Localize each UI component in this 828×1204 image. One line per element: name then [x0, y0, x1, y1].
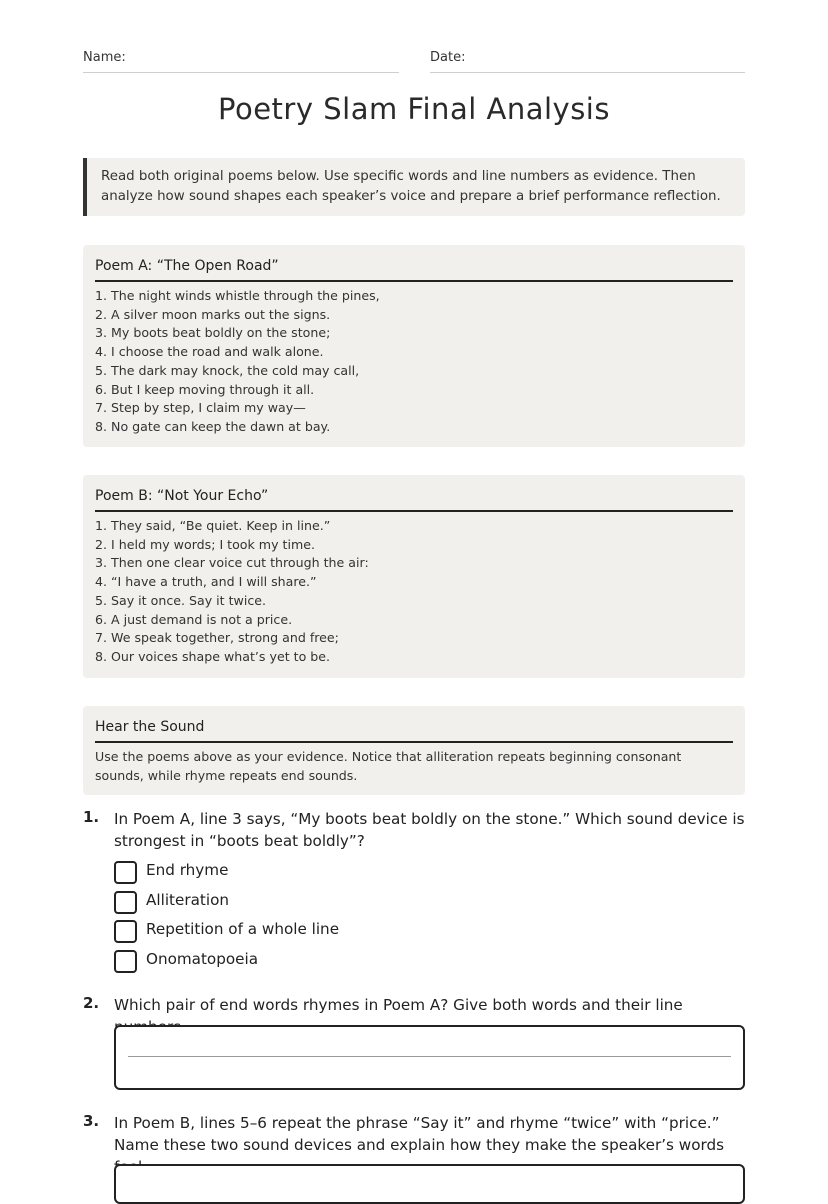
- option-label: Alliteration: [146, 890, 229, 909]
- answer-box[interactable]: [114, 1025, 745, 1090]
- page-title: Poetry Slam Final Analysis: [218, 92, 610, 126]
- option-alliteration[interactable]: [114, 890, 714, 920]
- name-field[interactable]: [83, 50, 399, 73]
- poem-b-panel: [83, 475, 745, 678]
- poem-line: 7. We speak together, strong and free;: [95, 630, 339, 646]
- date-field[interactable]: [430, 50, 745, 73]
- option-label: Onomatopoeia: [146, 949, 259, 968]
- option-repetition[interactable]: [114, 919, 714, 949]
- poem-line: 6. A just demand is not a price.: [95, 611, 293, 627]
- writing-line: [128, 1056, 731, 1057]
- answer-box[interactable]: [114, 1164, 745, 1204]
- poem-b-title: Poem B: “Not Your Echo”: [95, 485, 733, 512]
- question-text: Which pair of end words rhymes in Poem A? Give both words and their line: [114, 996, 683, 1014]
- poem-line: 1. They said, “Be quiet. Keep in line.”: [95, 518, 331, 533]
- poem-line: 3. My boots beat boldly on the stone;: [95, 325, 331, 341]
- poem-line: 6. But I keep moving through it all.: [95, 381, 315, 397]
- question-number: 3.: [83, 1112, 100, 1130]
- option-onomatopoeia[interactable]: [114, 949, 714, 979]
- date-label: Date:: [430, 50, 466, 65]
- option-end-rhyme[interactable]: [114, 860, 714, 890]
- option-label: Repetition of a whole line: [146, 920, 340, 938]
- answer-options: [114, 860, 714, 978]
- poem-line: 7. Step by step, I claim my way—: [95, 400, 306, 416]
- header-fields: [83, 50, 745, 74]
- question-number: 1.: [83, 808, 100, 826]
- poem-line: 4. I choose the road and walk alone.: [95, 344, 324, 360]
- question-number: 2.: [83, 994, 100, 1012]
- instructions-box: [83, 158, 745, 216]
- poem-line: 2. I held my words; I took my time.: [95, 536, 315, 552]
- sound-panel-text: Use the poems above as your evidence. Notice that alliteration repeats beginning consonant sounds, while rhyme repeats end sounds.: [95, 749, 682, 783]
- poem-line: 8. Our voices shape what’s yet to be.: [95, 648, 331, 664]
- poem-line: 5. Say it once. Say it twice.: [95, 592, 267, 608]
- instructions-text: Read both original poems below. Use specific words and line numbers as evidence. Then analyze how sound shapes each speaker’s voice and prepare a brief performance reflection.: [101, 169, 721, 204]
- option-label: End rhyme: [146, 861, 229, 879]
- poem-a-title: Poem A: “The Open Road”: [95, 255, 733, 282]
- sound-panel: [83, 706, 745, 795]
- poem-a-panel: [83, 245, 745, 447]
- question-text: In Poem A, line 3 says, “My boots beat boldly on the stone.” Which sound device is strongest in “boots beat boldly”?: [114, 810, 745, 850]
- checkbox[interactable]: [114, 950, 137, 973]
- poem-a-lines: [95, 287, 733, 437]
- poem-line: 2. A silver moon marks out the signs.: [95, 306, 331, 322]
- poem-b-lines: [95, 517, 733, 667]
- checkbox[interactable]: [114, 861, 137, 884]
- checkbox[interactable]: [114, 891, 137, 914]
- poem-line: 5. The dark may knock, the cold may call,: [95, 362, 360, 378]
- poem-line: 3. Then one clear voice cut through the air:: [95, 555, 369, 571]
- poem-line: 4. “I have a truth, and I will share.”: [95, 574, 317, 590]
- question-text: In Poem B, lines 5–6 repeat the phrase “Say it” and rhyme “twice” with “price.” Name these two sound devices and explain how they make the speaker’s words: [114, 1114, 725, 1154]
- poem-line: 8. No gate can keep the dawn at bay.: [95, 418, 331, 434]
- sound-panel-title: Hear the Sound: [95, 716, 733, 743]
- name-label: Name:: [83, 50, 126, 65]
- poem-line: 1. The night winds whistle through the pines,: [95, 288, 380, 303]
- checkbox[interactable]: [114, 920, 137, 943]
